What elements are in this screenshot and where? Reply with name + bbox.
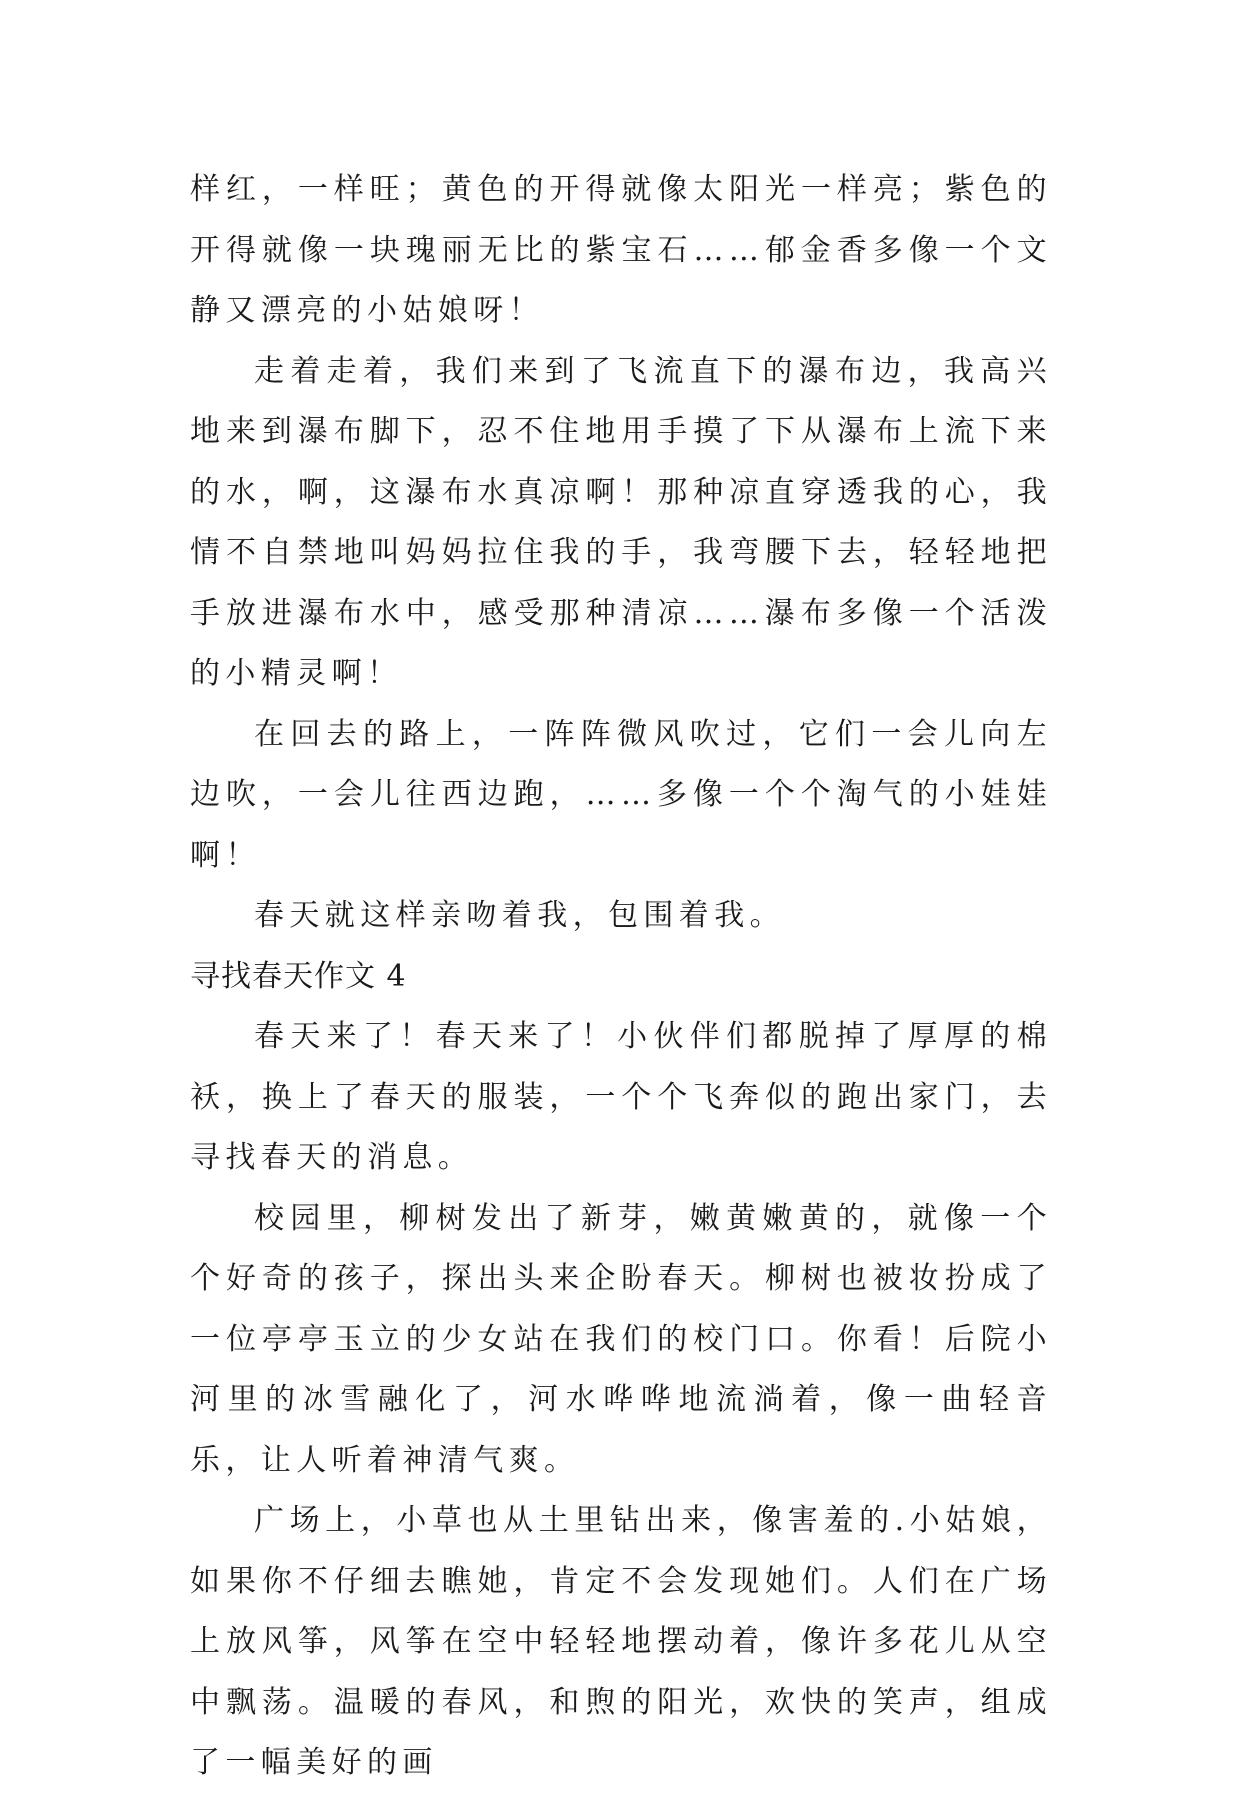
paragraph: 在回去的路上，一阵阵微风吹过，它们一会儿向左边吹，一会儿往西边跑，……多像一个个淘气的小娃娃啊！ [190,716,1052,873]
paragraph: 校园里，柳树发出了新芽，嫩黄嫩黄的，就像一个个好奇的孩子，探出头来企盼春天。柳树也被妆扮成了一位亭亭玉立的少女站在我们的校门口。你看！后院小河里的冰雪融化了，河水哗哗地流淌着，像一曲轻音乐，让人听着神清气爽。 [190,1200,1052,1478]
paragraph: 走着走着，我们来到了飞流直下的瀑布边，我高兴地来到瀑布脚下，忍不住地用手摸了下从瀑布上流下来的水，啊，这瀑布水真凉啊！那种凉直穿透我的心，我情不自禁地叫妈妈拉住我的手，我弯腰下去，轻轻地把手放进瀑布水中，感受那种清凉……瀑布多像一个活泼的小精灵啊！ [190,353,1052,691]
section-heading: 寻找春天作文 4 [190,958,407,994]
paragraph: 样红，一样旺；黄色的开得就像太阳光一样亮；紫色的开得就像一块瑰丽无比的紫宝石……郁金香多像一个文静又漂亮的小姑娘呀！ [190,172,1052,328]
paragraph: 春天来了！春天来了！小伙伴们都脱掉了厚厚的棉袄，换上了春天的服装，一个个飞奔似的跑出家门，去寻找春天的消息。 [190,1019,1052,1175]
document-body [190,160,1052,1794]
paragraph: 广场上，小草也从土里钻出来，像害羞的.小姑娘，如果你不仔细去瞧她，肯定不会发现她们。人们在广场上放风筝，风筝在空中轻轻地摆动着，像许多花儿从空中飘荡。温暖的春风，和煦的阳光，欢快的笑声，组成了一幅美好的画 [190,1503,1052,1780]
paragraph: 春天就这样亲吻着我，包围着我。 [254,898,785,933]
